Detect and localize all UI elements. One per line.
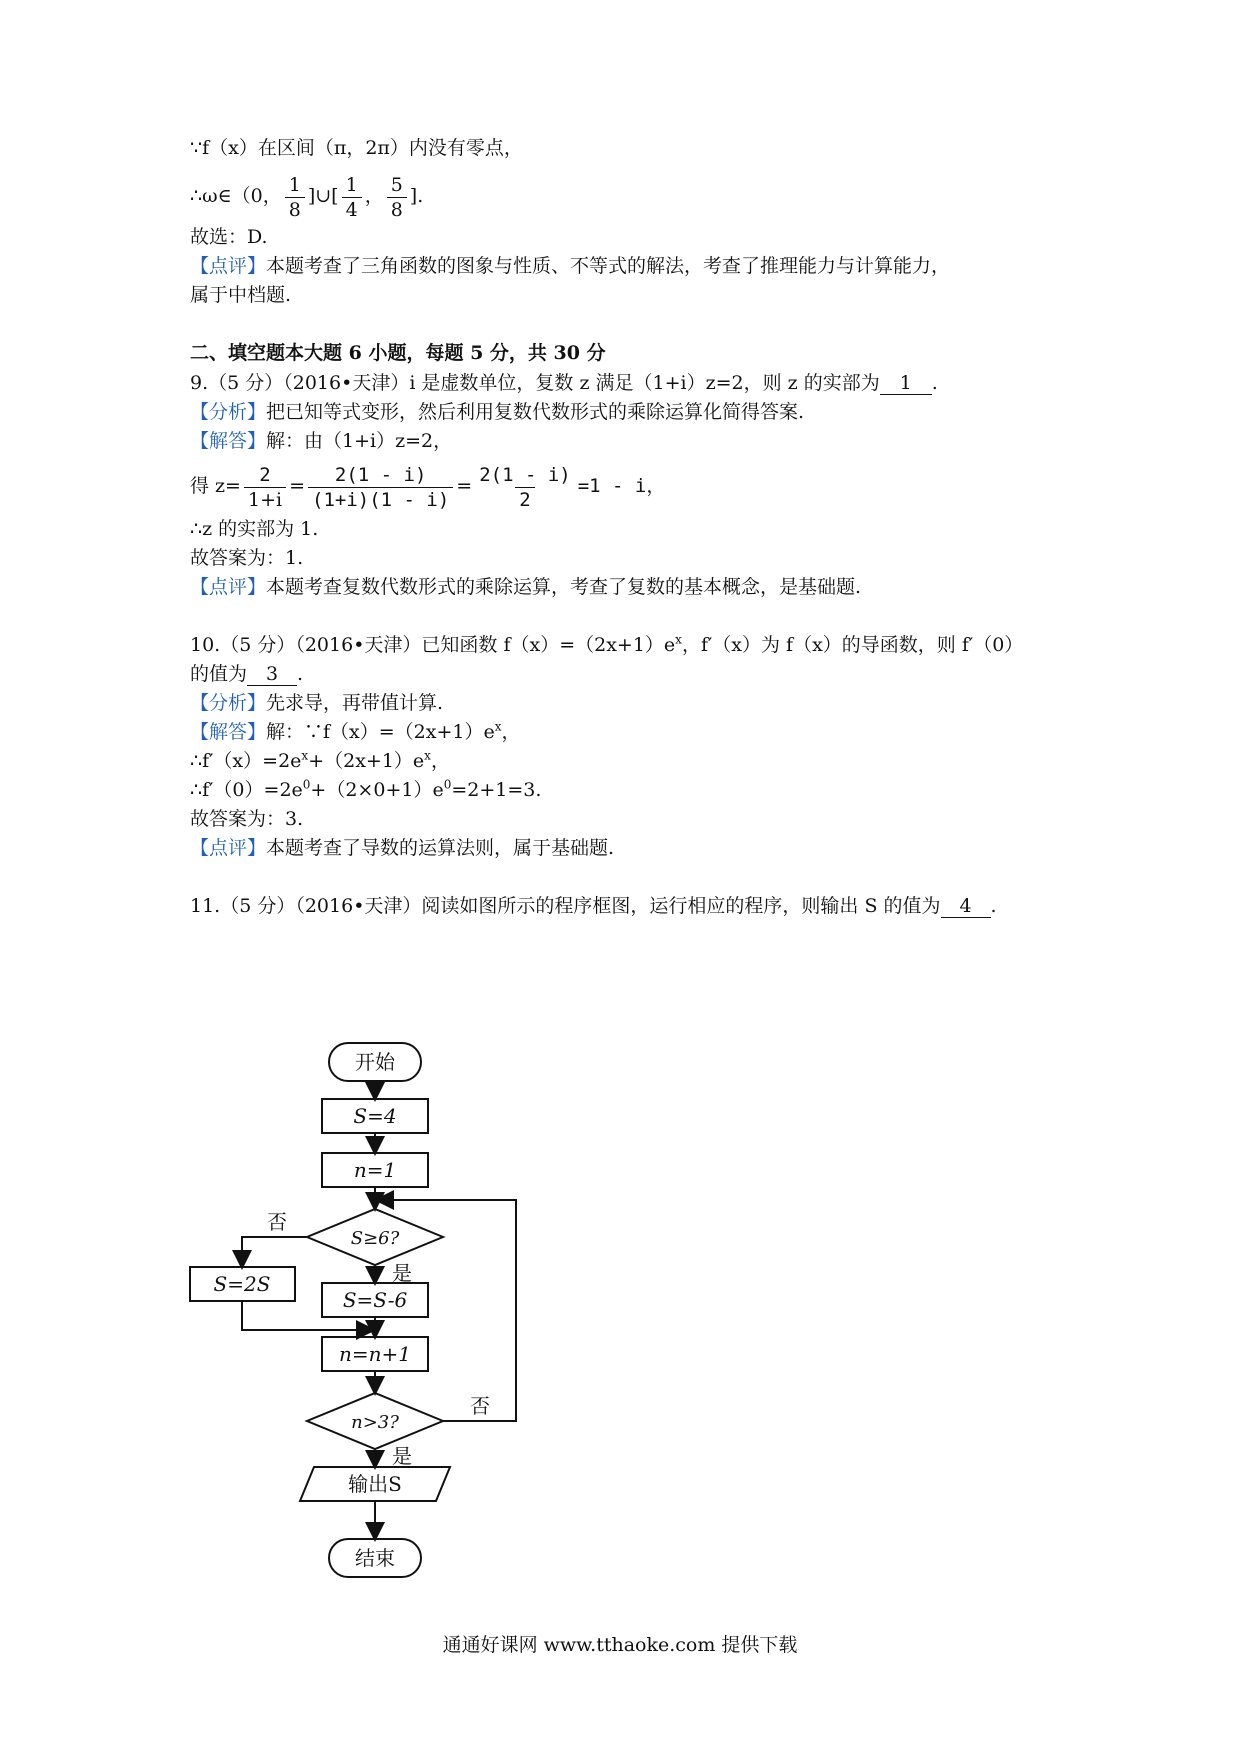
q9-analysis: 【分析】把已知等式变形，然后利用复数代数形式的乘除运算化简得答案. [190, 401, 805, 423]
q11-stem: 11.（5 分）（2016•天津）阅读如图所示的程序框图，运行相应的程序，则输出 S 的值为 4 . [190, 895, 997, 917]
flow-yes1-label: 是 [392, 1261, 412, 1285]
flow-cond1-label: S≥6? [350, 1228, 400, 1249]
q9-frac-3: $\frac{2(1 - i)}{2}$ [479, 463, 571, 511]
q10-analysis: 【分析】先求导，再带值计算. [190, 692, 444, 714]
flow-s-init-label: S=4 [353, 1104, 397, 1128]
q9-stem: 9.（5 分）（2016•天津）i 是虚数单位，复数 z 满足（1+i）z=2，则 z 的实部为 1 . [190, 372, 938, 394]
q9-comment: 【点评】本题考查复数代数形式的乘除运算，考查了复数的基本概念，是基础题. [190, 576, 862, 598]
flow-inc-label: n=n+1 [338, 1342, 412, 1366]
q9-solution: 【解答】解：由（1+i）z=2， [190, 430, 453, 452]
q10-final: 故答案为：3. [190, 808, 304, 830]
prev-line-1: ∵f（x）在区间（π，2π）内没有零点， [190, 137, 523, 159]
fraction-1-8: $\frac{1}{8}$ [285, 173, 305, 222]
flow-no1-label: 否 [267, 1210, 287, 1234]
flow-output-label: 输出S [348, 1472, 402, 1496]
flow-no2-label: 否 [470, 1394, 490, 1418]
flow-n-init-label: n=1 [353, 1158, 397, 1182]
flow-double-label: S=2S [213, 1272, 271, 1296]
prev-comment: 【点评】本题考查了三角函数的图象与性质、不等式的解法，考查了推理能力与计算能力， [190, 255, 951, 277]
flow-sub-label: S=S-6 [342, 1288, 408, 1312]
fraction-5-8: $\frac{5}{8}$ [387, 173, 407, 222]
q9-final: 故答案为：1. [190, 547, 304, 569]
flow-cond2-label: n>3? [351, 1412, 399, 1433]
q9-real-part: ∴z 的实部为 1. [190, 518, 319, 540]
flow-start-label: 开始 [355, 1050, 395, 1074]
prev-comment-cont: 属于中档题. [190, 284, 292, 306]
q10-comment: 【点评】本题考查了导数的运算法则，属于基础题. [190, 837, 615, 859]
flow-arrow-no1 [242, 1237, 307, 1266]
comment-tag: 【点评】 [190, 255, 267, 277]
q10-solution-1: 【解答】解：$\because f(x)=(2x+1)e^x$， [190, 719, 521, 743]
prev-omega-range: ∴ω∈（0， $\frac{1}{8}$ ]∪[ $\frac{1}{4}$ ， $\frac{5}{8}$ ]. [190, 173, 424, 221]
fraction-1-4: $\frac{1}{4}$ [342, 173, 362, 222]
q9-frac-2: $\frac{2(1 - i)}{(1+i)(1 - i)}$ [308, 463, 453, 512]
q10-stem-2: 的值为 3 . [190, 663, 304, 685]
flow-yes2-label: 是 [392, 1444, 412, 1468]
q10-stem-1: 10.（5 分）（2016•天津）已知函数 $f(x)=(2x+1)e^x$，f′（x）为 f（x）的导函数，则 f′（0） [190, 632, 1024, 656]
q10-solution-2: $\therefore f'(x)=2e^x+(2x+1)e^x$， [190, 748, 450, 772]
page-footer: 通通好课网 www.tthaoke.com 提供下载 [442, 1634, 798, 1656]
flow-end-label: 结束 [355, 1546, 395, 1570]
q9-frac-1: $\frac{2}{1+i}$ [244, 463, 286, 512]
q11-answer-blank: 4 [941, 895, 991, 918]
prev-choice: 故选：D. [190, 226, 268, 248]
section-title: 二、填空题本大题 6 小题，每题 5 分，共 30 分 [190, 342, 606, 364]
q10-solution-3: $\therefore f'(0)=2e^0+(2\times 0+1)e^0=2+1=3$. [190, 777, 542, 801]
q10-answer-blank: 3 [247, 663, 297, 686]
q9-answer-blank: 1 [880, 372, 932, 395]
q9-equation: 得 z= $\frac{2}{1+i}$ = $\frac{2(1 - i)}{(1+i)(1 - i)}$ = $\frac{2(1 - i)}{2}$ =1 - i， [190, 463, 666, 511]
